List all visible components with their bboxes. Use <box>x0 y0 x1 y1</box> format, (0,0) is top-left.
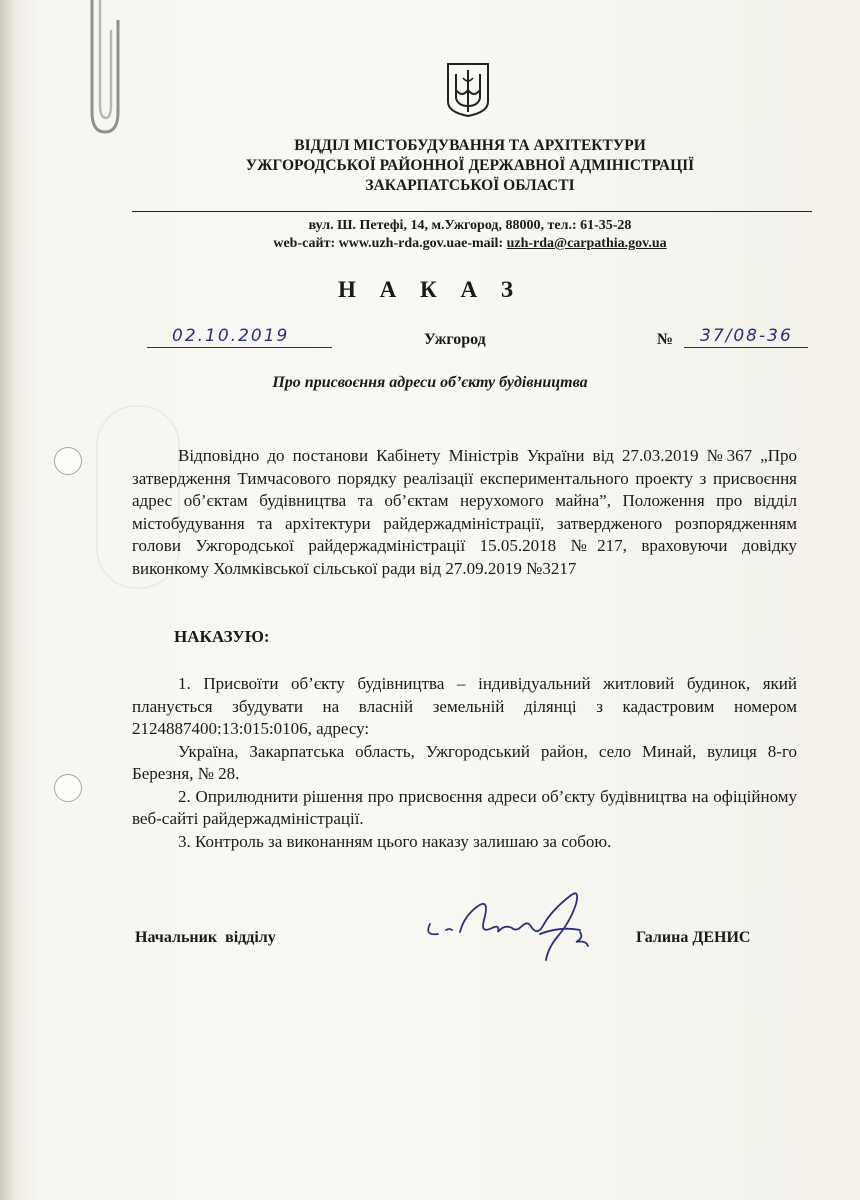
handwritten-signature <box>420 876 610 966</box>
handwritten-date: 02.10.2019 <box>172 326 290 346</box>
website-text: web-сайт: www.uzh-rda.gov.uae-mail: <box>273 236 507 251</box>
order-items <box>132 673 797 853</box>
page-edge-shadow <box>0 0 14 1200</box>
preamble-paragraph: Відповідно до постанови Кабінету Міністрів України від 27.03.2019 №367 „Про затвердження Тимчасового порядку реалізації експериментального проекту з присвоєння адрес об’єктам будівництва та об’єктам нерухомого майна”, Положення про відділ містобудування та архітектури райдержадміністрації, затвердженого розпорядженням голови Ужгородської райдержадміністрації 15.05.2018 №217, враховуючи довідку виконкому Холмківської сільської ради від 27.09.2019 №3217 <box>132 446 797 578</box>
order-item-2: 2. Оприлюднити рішення про присвоєння адреси об’єкту будівництва на офіційному веб-сайті райдержадміністрації. <box>132 786 797 828</box>
order-subject: Про присвоєння адреси об’єкту будівництва <box>272 374 588 391</box>
signatory-position: Начальник відділу <box>135 929 276 946</box>
number-label: № <box>657 331 674 348</box>
signatory-name: Галина ДЕНИС <box>636 929 751 946</box>
department-name-line2: УЖГОРОДСЬКОЇ РАЙОННОЇ ДЕРЖАВНОЇ АДМІНІСТРАЦІЇ <box>245 157 695 174</box>
postal-address: вул. Ш. Петефі, 14, м.Ужгород, 88000, тел.: 61-35-28 <box>308 218 632 233</box>
document-title: Н А К А З <box>338 277 522 302</box>
date-underline <box>147 347 332 348</box>
trident-emblem-icon <box>446 62 490 118</box>
punch-hole <box>54 774 82 802</box>
punch-hole <box>54 447 82 475</box>
order-item-address: Україна, Закарпатська область, Ужгородський район, село Минай, вулиця 8-го Березня, № 28. <box>132 741 797 783</box>
header-divider <box>132 211 812 212</box>
order-keyword: НАКАЗУЮ: <box>174 627 270 646</box>
handwritten-order-number: 37/08-36 <box>700 326 793 346</box>
email-link[interactable]: uzh-rda@carpathia.gov.ua <box>506 236 667 251</box>
department-name-line3: ЗАКАРПАТСЬКОЇ ОБЛАСТІ <box>365 177 575 194</box>
paperclip-icon <box>78 0 128 140</box>
order-item-3: 3. Контроль за виконанням цього наказу залишаю за собою. <box>178 831 612 851</box>
number-underline <box>684 347 808 348</box>
department-name-line1: ВІДДІЛ МІСТОБУДУВАННЯ ТА АРХІТЕКТУРИ <box>294 137 646 154</box>
order-item-1: 1. Присвоїти об’єкту будівництва – індивідуальний житловий будинок, який планується збудувати на власній земельній ділянці з кадастровим номером 2124887400:13:015:0106, адресу: <box>132 674 797 738</box>
web-email-line <box>120 236 820 252</box>
city-label: Ужгород <box>424 331 486 348</box>
